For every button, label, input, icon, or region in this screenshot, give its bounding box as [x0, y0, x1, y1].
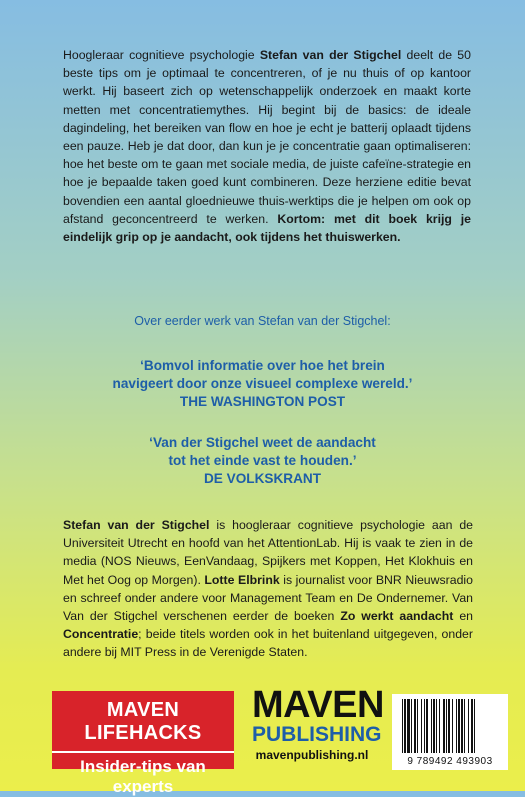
- lifehacks-subtitle: Insider-tips van experts: [80, 757, 206, 796]
- quote-2-line-2: tot het einde vast te houden.’: [168, 453, 357, 468]
- bio-book-1: Zo werkt aandacht: [340, 609, 454, 624]
- publisher-name: MAVEN: [252, 684, 384, 726]
- quote-1-source: THE WASHINGTON POST: [179, 394, 346, 409]
- quote-1-line-1: ‘Bomvol informatie over hoe het brein: [140, 358, 385, 373]
- author-bio: [63, 516, 473, 662]
- blurb-part-1: Hoogleraar cognitieve psychologie: [63, 48, 260, 62]
- isbn-barcode: [392, 694, 508, 770]
- barcode-bars: [402, 699, 498, 753]
- blurb-part-2: deelt de 50 beste tips om je optimaal te concentreren, of je nu thuis of op kantoor werkt. Hij baseert zich op wetenschappelijk onderzoek en maakt korte metten met concentratiemythes. Hij begint bij de basics: de ideale dagindeling, het bereiken van flow en hoe je echt je batterij oplaadt tijdens een pauze. Heb je dat door, dan kun je je concentratie gaan optimaliseren: hoe het beste om te gaan met sociale media, de juiste cafeïne-strategie en hoe je bepaalde taken goed kunt combineren. Deze herziene editie bevat bovendien een aantal gloednieuwe thuis-werktips die je helpen om ook op afstand geconcentreerd te werken.: [63, 48, 471, 226]
- publisher-subtitle: PUBLISHING: [252, 723, 382, 746]
- quotes-intro: Over eerder werk van Stefan van der Stigchel:: [134, 314, 391, 328]
- maven-lifehacks-badge: [52, 691, 234, 796]
- barcode-number: 9 789492 493903: [407, 756, 493, 767]
- bio-part-3: ; beide titels worden ook in het buitenland uitgegeven, onder andere bij MIT Press in de Verenigde Staten.: [63, 627, 473, 660]
- quote-volkskrant: [0, 434, 525, 488]
- bio-author-1: Stefan van der Stigchel: [63, 518, 210, 532]
- blurb-conclusion: Kortom: met dit boek krijg je eindelijk grip op je aandacht, ook tijdens het thuiswerken.: [63, 211, 471, 245]
- quote-2-source: DE VOLKSKRANT: [203, 471, 322, 486]
- bio-part-1: is hoogleraar cognitieve psychologie aan de Universiteit Utrecht en hoofd van het AttentionLab. Hij is vaak te zien in de media (NOS Nieuws, EenVandaag, Spijkers met Koppen, Het Klokhuis en Met het Oog op Morgen).: [63, 518, 473, 587]
- quote-1-line-2: navigeert door onze visueel complexe wereld.’: [112, 376, 413, 391]
- author-name: Stefan van der Stigchel: [259, 48, 402, 62]
- publisher-logo: [252, 684, 384, 764]
- blurb-text: [63, 46, 471, 246]
- bio-part-2: is journalist voor BNR Nieuwsradio en schreef onder andere voor Management Team en De Ondernemer. Van Van der Stigchel verschenen eerder de boeken: [63, 572, 473, 624]
- bio-author-2: Lotte Elbrink: [204, 572, 280, 587]
- quote-washington-post: [0, 357, 525, 411]
- publisher-url: mavenpublishing.nl: [255, 748, 369, 762]
- lifehacks-divider: [52, 751, 234, 753]
- lifehacks-title: MAVEN LIFEHACKS: [84, 699, 202, 744]
- bio-book-2: Concentratie: [63, 627, 139, 642]
- quote-2-line-1: ‘Van der Stigchel weet de aandacht: [149, 435, 376, 450]
- bio-and: en: [453, 609, 473, 624]
